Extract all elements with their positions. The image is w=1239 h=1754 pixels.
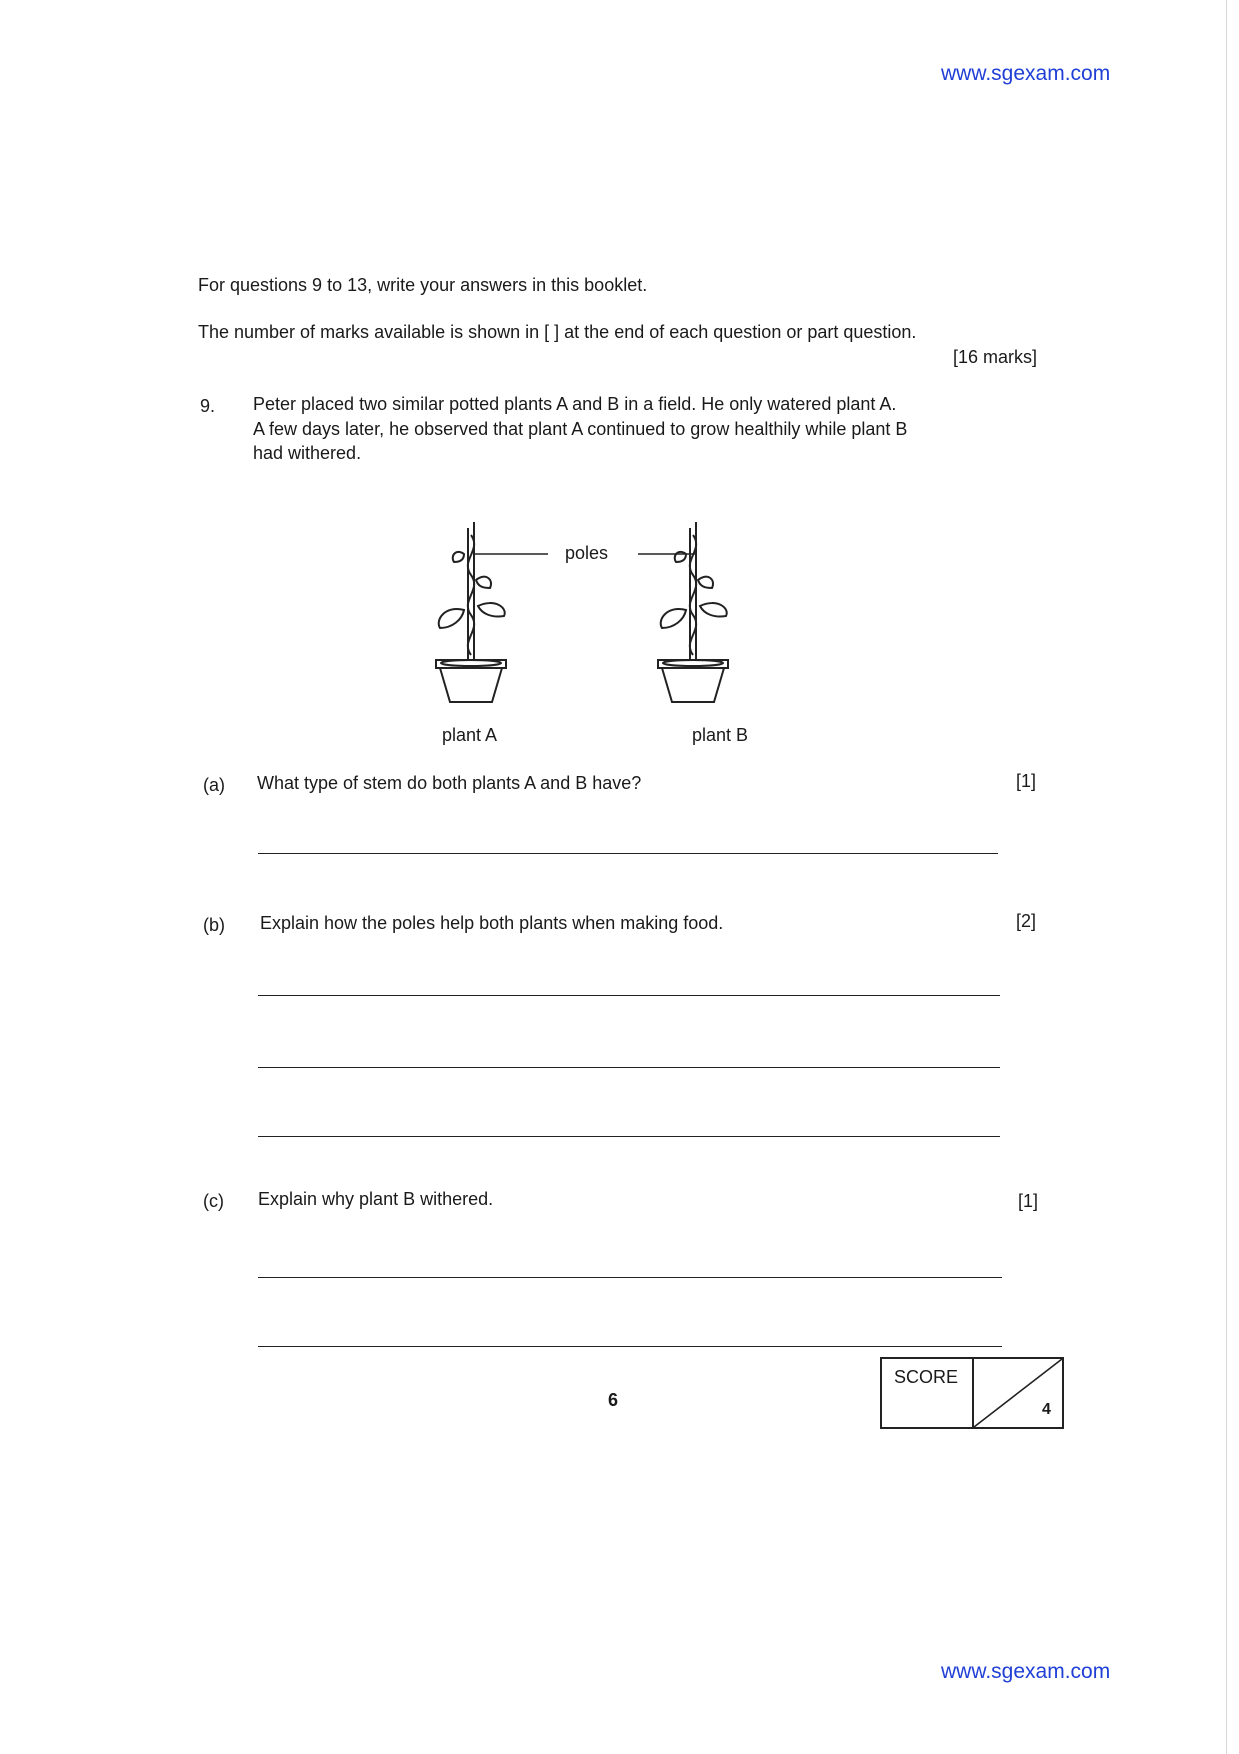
score-box	[880, 1357, 1064, 1429]
page-number: 6	[608, 1390, 619, 1410]
part-a-label: (a)	[203, 775, 225, 795]
part-b-answer-line-1[interactable]	[258, 995, 1000, 996]
part-a-text: What type of stem do both plants A and B have?	[257, 773, 642, 793]
instructions-line1: For questions 9 to 13, write your answers in this booklet.	[198, 275, 648, 295]
part-a-marks: [1]	[1016, 771, 1037, 791]
plant-b-label: plant B	[692, 725, 749, 745]
plant-a-label: plant A	[442, 725, 498, 745]
part-b-text: Explain how the poles help both plants when making food.	[260, 913, 724, 933]
watermark-bottom: www.sgexam.com	[941, 1660, 1111, 1683]
plant-a-illustration	[436, 522, 506, 702]
question-stem-line3: had withered.	[253, 443, 362, 463]
part-b-answer-line-2[interactable]	[258, 1067, 1000, 1068]
part-c-marks: [1]	[1018, 1191, 1039, 1211]
total-marks: [16 marks]	[953, 347, 1038, 367]
part-b-marks: [2]	[1016, 911, 1037, 931]
question-stem-line2: A few days later, he observed that plant A continued to grow healthily while plant B	[253, 419, 908, 439]
instructions-line2: The number of marks available is shown in [ ] at the end of each question or part question.	[198, 322, 917, 342]
score-max: 4	[1042, 1401, 1051, 1418]
scan-edge	[1226, 0, 1227, 1754]
part-c-answer-line-2[interactable]	[258, 1346, 1002, 1347]
part-b-answer-line-3[interactable]	[258, 1136, 1000, 1137]
poles-label: poles	[565, 543, 609, 563]
part-c-answer-line-1[interactable]	[258, 1277, 1002, 1278]
question-number: 9.	[200, 396, 216, 416]
score-label: SCORE	[894, 1367, 959, 1387]
plant-b-illustration	[658, 522, 728, 702]
part-a-answer-line[interactable]	[258, 853, 998, 854]
part-b-label: (b)	[203, 915, 225, 935]
part-c-text: Explain why plant B withered.	[258, 1189, 494, 1209]
question-stem-line1: Peter placed two similar potted plants A and B in a field. He only watered plant A.	[253, 394, 897, 414]
watermark-top: www.sgexam.com	[941, 62, 1111, 85]
part-c-label: (c)	[203, 1191, 224, 1211]
